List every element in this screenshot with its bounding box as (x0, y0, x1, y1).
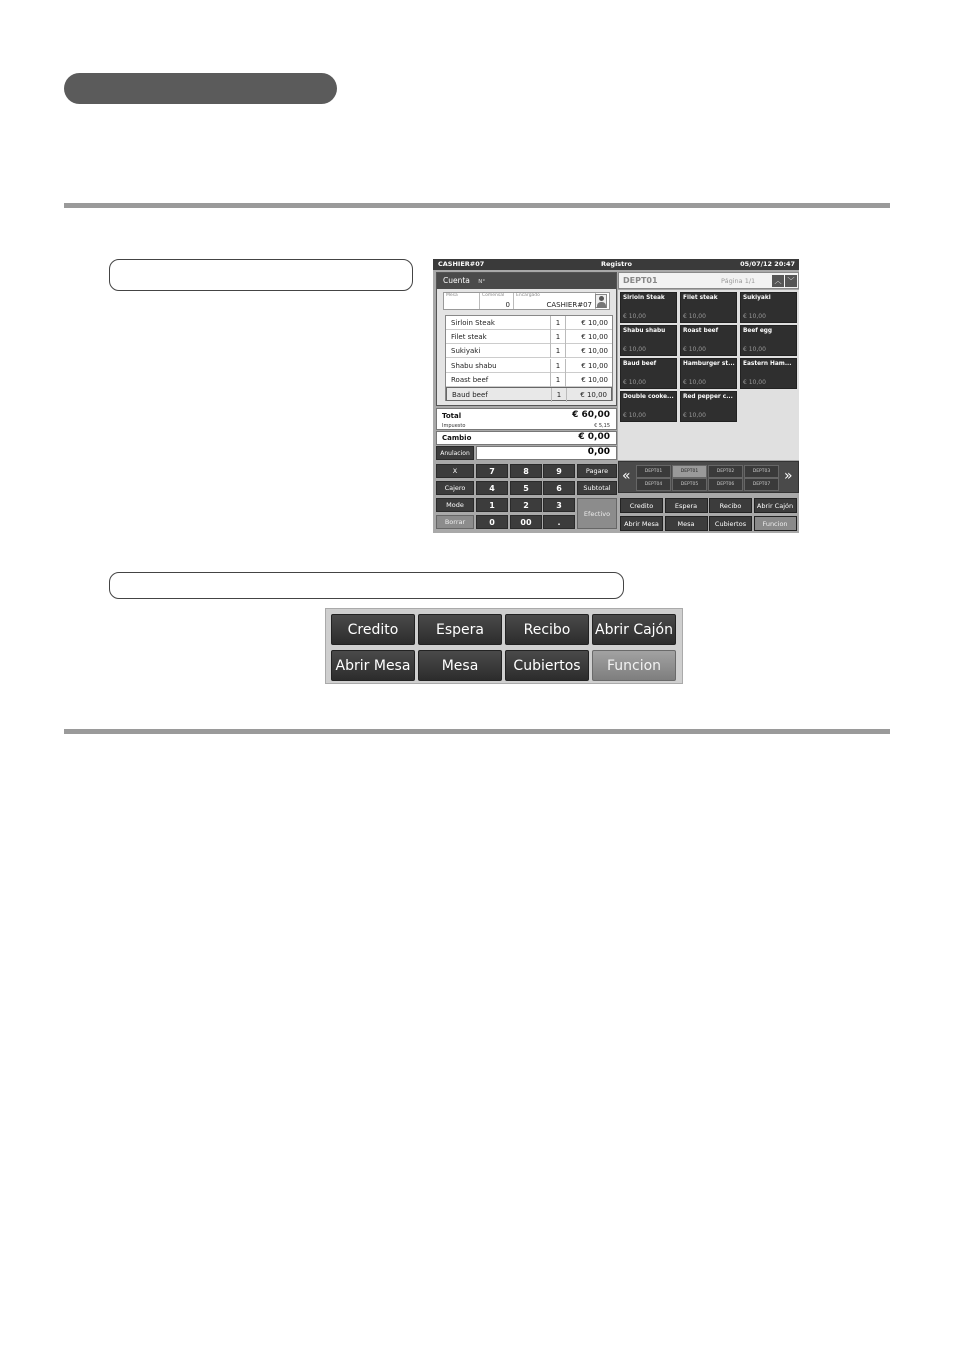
dept-page: Página 1/1 (721, 277, 756, 285)
item-qty: 1 (550, 344, 566, 358)
dept-tab[interactable]: DEPT06 (708, 478, 743, 491)
product-price: € 10,00 (623, 346, 646, 353)
function-key-large[interactable]: Recibo (505, 614, 589, 645)
cashier-id: CASHIER#07 (438, 260, 485, 268)
product-tile[interactable] (620, 325, 677, 356)
function-key-large[interactable]: Mesa (418, 650, 502, 681)
digit-key[interactable]: 9 (543, 464, 575, 478)
item-row[interactable] (446, 359, 612, 373)
comensal-cell[interactable] (480, 293, 514, 309)
amount-entry[interactable] (476, 446, 617, 460)
pos-screen (433, 259, 799, 533)
function-key-large[interactable]: Abrir Cajón (592, 614, 676, 645)
item-row[interactable] (446, 316, 612, 330)
item-row[interactable] (446, 373, 612, 387)
item-qty: 1 (550, 359, 566, 373)
dept-navigation (618, 461, 799, 493)
account-title: Cuenta (443, 276, 470, 285)
product-price: € 10,00 (683, 313, 706, 320)
product-name: Red pepper c... (683, 394, 733, 400)
item-name: Baud beef (452, 391, 488, 399)
total-box (436, 408, 617, 430)
dept-next-icon[interactable]: » (784, 468, 793, 484)
product-name: Sukiyaki (743, 295, 771, 301)
function-key[interactable]: Credito (620, 498, 663, 513)
cambio-box (436, 431, 617, 445)
total-value: € 60,00 (572, 410, 610, 420)
function-key[interactable]: Funcion (754, 516, 797, 531)
function-key[interactable]: Abrir Cajón (754, 498, 797, 513)
account-panel (436, 272, 617, 406)
digit-key[interactable]: 5 (510, 481, 542, 495)
item-price: € 10,00 (581, 319, 608, 327)
page-down-icon[interactable]: ﹀ (785, 275, 797, 287)
digit-key[interactable]: 7 (476, 464, 508, 478)
item-qty: 1 (550, 316, 566, 330)
product-price: € 10,00 (683, 412, 706, 419)
item-name: Sukiyaki (451, 347, 481, 356)
item-name: Filet steak (451, 333, 487, 342)
total-label: Total (442, 412, 462, 420)
comensal-value: 0 (505, 301, 510, 309)
screen-title: Registro (601, 260, 632, 268)
dept-tab[interactable]: DEPT04 (636, 478, 671, 491)
item-price: € 10,00 (580, 391, 607, 399)
product-price: € 10,00 (743, 346, 766, 353)
dept-tab[interactable]: DEPT03 (744, 465, 779, 478)
product-price: € 10,00 (683, 346, 706, 353)
encargado-value: CASHIER#07 (546, 301, 592, 309)
product-tile[interactable] (740, 292, 797, 323)
product-name: Sirloin Steak (623, 295, 665, 301)
section-divider-bottom (64, 729, 890, 734)
account-header (437, 273, 616, 289)
encargado-label: Encargado (516, 293, 540, 298)
mesa-label: Mesa (446, 293, 458, 298)
product-tile[interactable] (620, 358, 677, 389)
function-key[interactable]: Cubiertos (709, 516, 752, 531)
product-tile[interactable] (740, 358, 797, 389)
item-name: Shabu shabu (451, 361, 497, 370)
product-name: Filet steak (683, 295, 718, 301)
digit-key[interactable]: 8 (510, 464, 542, 478)
product-price: € 10,00 (623, 379, 646, 386)
digit-key[interactable]: 0 (476, 515, 508, 529)
item-row[interactable] (446, 344, 612, 358)
function-key[interactable]: Espera (665, 498, 708, 513)
item-price: € 10,00 (581, 333, 608, 342)
caption-box-screen (109, 259, 413, 291)
account-info-row (443, 292, 610, 310)
product-tile[interactable] (680, 292, 737, 323)
digit-key[interactable]: . (543, 515, 575, 529)
account-number-label: N° (478, 279, 486, 285)
product-tile[interactable] (740, 325, 797, 356)
comensal-label: Comensal (482, 293, 505, 298)
dept-prev-icon[interactable]: « (622, 468, 631, 484)
totals-area (436, 408, 617, 445)
item-price: € 10,00 (581, 347, 608, 356)
impuesto-value: € 5,15 (594, 423, 610, 429)
amount-entry-value: 0,00 (587, 447, 610, 457)
dept-header (618, 272, 799, 289)
dept-tab[interactable]: DEPT01 (636, 465, 671, 478)
avatar (595, 294, 607, 308)
dept-tab[interactable]: DEPT01 (672, 465, 707, 478)
item-row[interactable] (446, 330, 612, 344)
function-key-large[interactable]: Credito (331, 614, 415, 645)
dept-name: DEPT01 (623, 276, 658, 285)
product-name: Hamburger st... (683, 361, 735, 367)
subtotal-button[interactable]: Subtotal (577, 481, 617, 495)
borrar-button[interactable]: Borrar (436, 515, 474, 529)
mesa-cell[interactable] (444, 293, 480, 309)
item-name: Sirloin Steak (451, 319, 495, 327)
datetime: 05/07/12 20:47 (740, 260, 795, 268)
encargado-cell[interactable] (514, 293, 596, 309)
product-name: Double cooke... (623, 394, 674, 400)
digit-key[interactable]: 6 (543, 481, 575, 495)
function-key[interactable]: Mesa (665, 516, 708, 531)
function-key-large[interactable]: Espera (418, 614, 502, 645)
cajero-button[interactable]: Cajero (436, 481, 474, 495)
product-name: Eastern Ham... (743, 361, 792, 367)
product-tile[interactable] (620, 292, 677, 323)
product-tile[interactable] (680, 358, 737, 389)
product-price: € 10,00 (743, 313, 766, 320)
product-price: € 10,00 (623, 313, 646, 320)
impuesto-label: Impuesto (442, 423, 466, 429)
digit-key[interactable]: 00 (510, 515, 542, 529)
function-key-large[interactable]: Abrir Mesa (331, 650, 415, 681)
dept-tab[interactable]: DEPT07 (744, 478, 779, 491)
caption-box-functions (109, 572, 624, 599)
section-divider-top (64, 203, 890, 208)
product-name: Roast beef (683, 328, 719, 334)
cambio-value: € 0,00 (578, 432, 610, 442)
product-name: Shabu shabu (623, 328, 666, 334)
item-price: € 10,00 (581, 375, 608, 384)
x-button[interactable]: X (436, 464, 474, 478)
item-price: € 10,00 (581, 361, 608, 370)
mode-button[interactable]: Mode (436, 498, 474, 512)
product-tile[interactable] (680, 391, 737, 422)
dept-tab[interactable]: DEPT05 (672, 478, 707, 491)
product-name: Beef egg (743, 328, 773, 334)
function-key[interactable]: Recibo (709, 498, 752, 513)
product-tile[interactable] (680, 325, 737, 356)
function-key-large[interactable]: Funcion (592, 650, 676, 681)
anulacion-button[interactable]: Anulacion (436, 446, 474, 460)
item-qty: 1 (551, 388, 567, 402)
item-row[interactable] (446, 387, 612, 401)
items-list (445, 315, 613, 401)
digit-key[interactable]: 1 (476, 498, 508, 512)
product-name: Baud beef (623, 361, 657, 367)
efectivo-button[interactable]: Efectivo (577, 498, 617, 529)
item-qty: 1 (550, 373, 566, 387)
digit-key[interactable]: 4 (476, 481, 508, 495)
digit-key[interactable]: 2 (510, 498, 542, 512)
function-key[interactable]: Abrir Mesa (620, 516, 663, 531)
page-up-icon[interactable]: ︿ (772, 275, 784, 287)
digit-key[interactable]: 3 (543, 498, 575, 512)
function-key-large[interactable]: Cubiertos (505, 650, 589, 681)
cambio-label: Cambio (442, 434, 472, 442)
product-price: € 10,00 (743, 379, 766, 386)
product-tile[interactable] (620, 391, 677, 422)
pagare-button[interactable]: Pagare (577, 464, 617, 478)
dept-tab[interactable]: DEPT02 (708, 465, 743, 478)
product-price: € 10,00 (683, 379, 706, 386)
function-keys-enlarged (325, 608, 683, 684)
product-price: € 10,00 (623, 412, 646, 419)
status-bar (433, 259, 799, 270)
item-qty: 1 (550, 330, 566, 344)
products-grid (618, 290, 799, 460)
item-name: Roast beef (451, 375, 489, 384)
section-title-pill (64, 73, 337, 104)
